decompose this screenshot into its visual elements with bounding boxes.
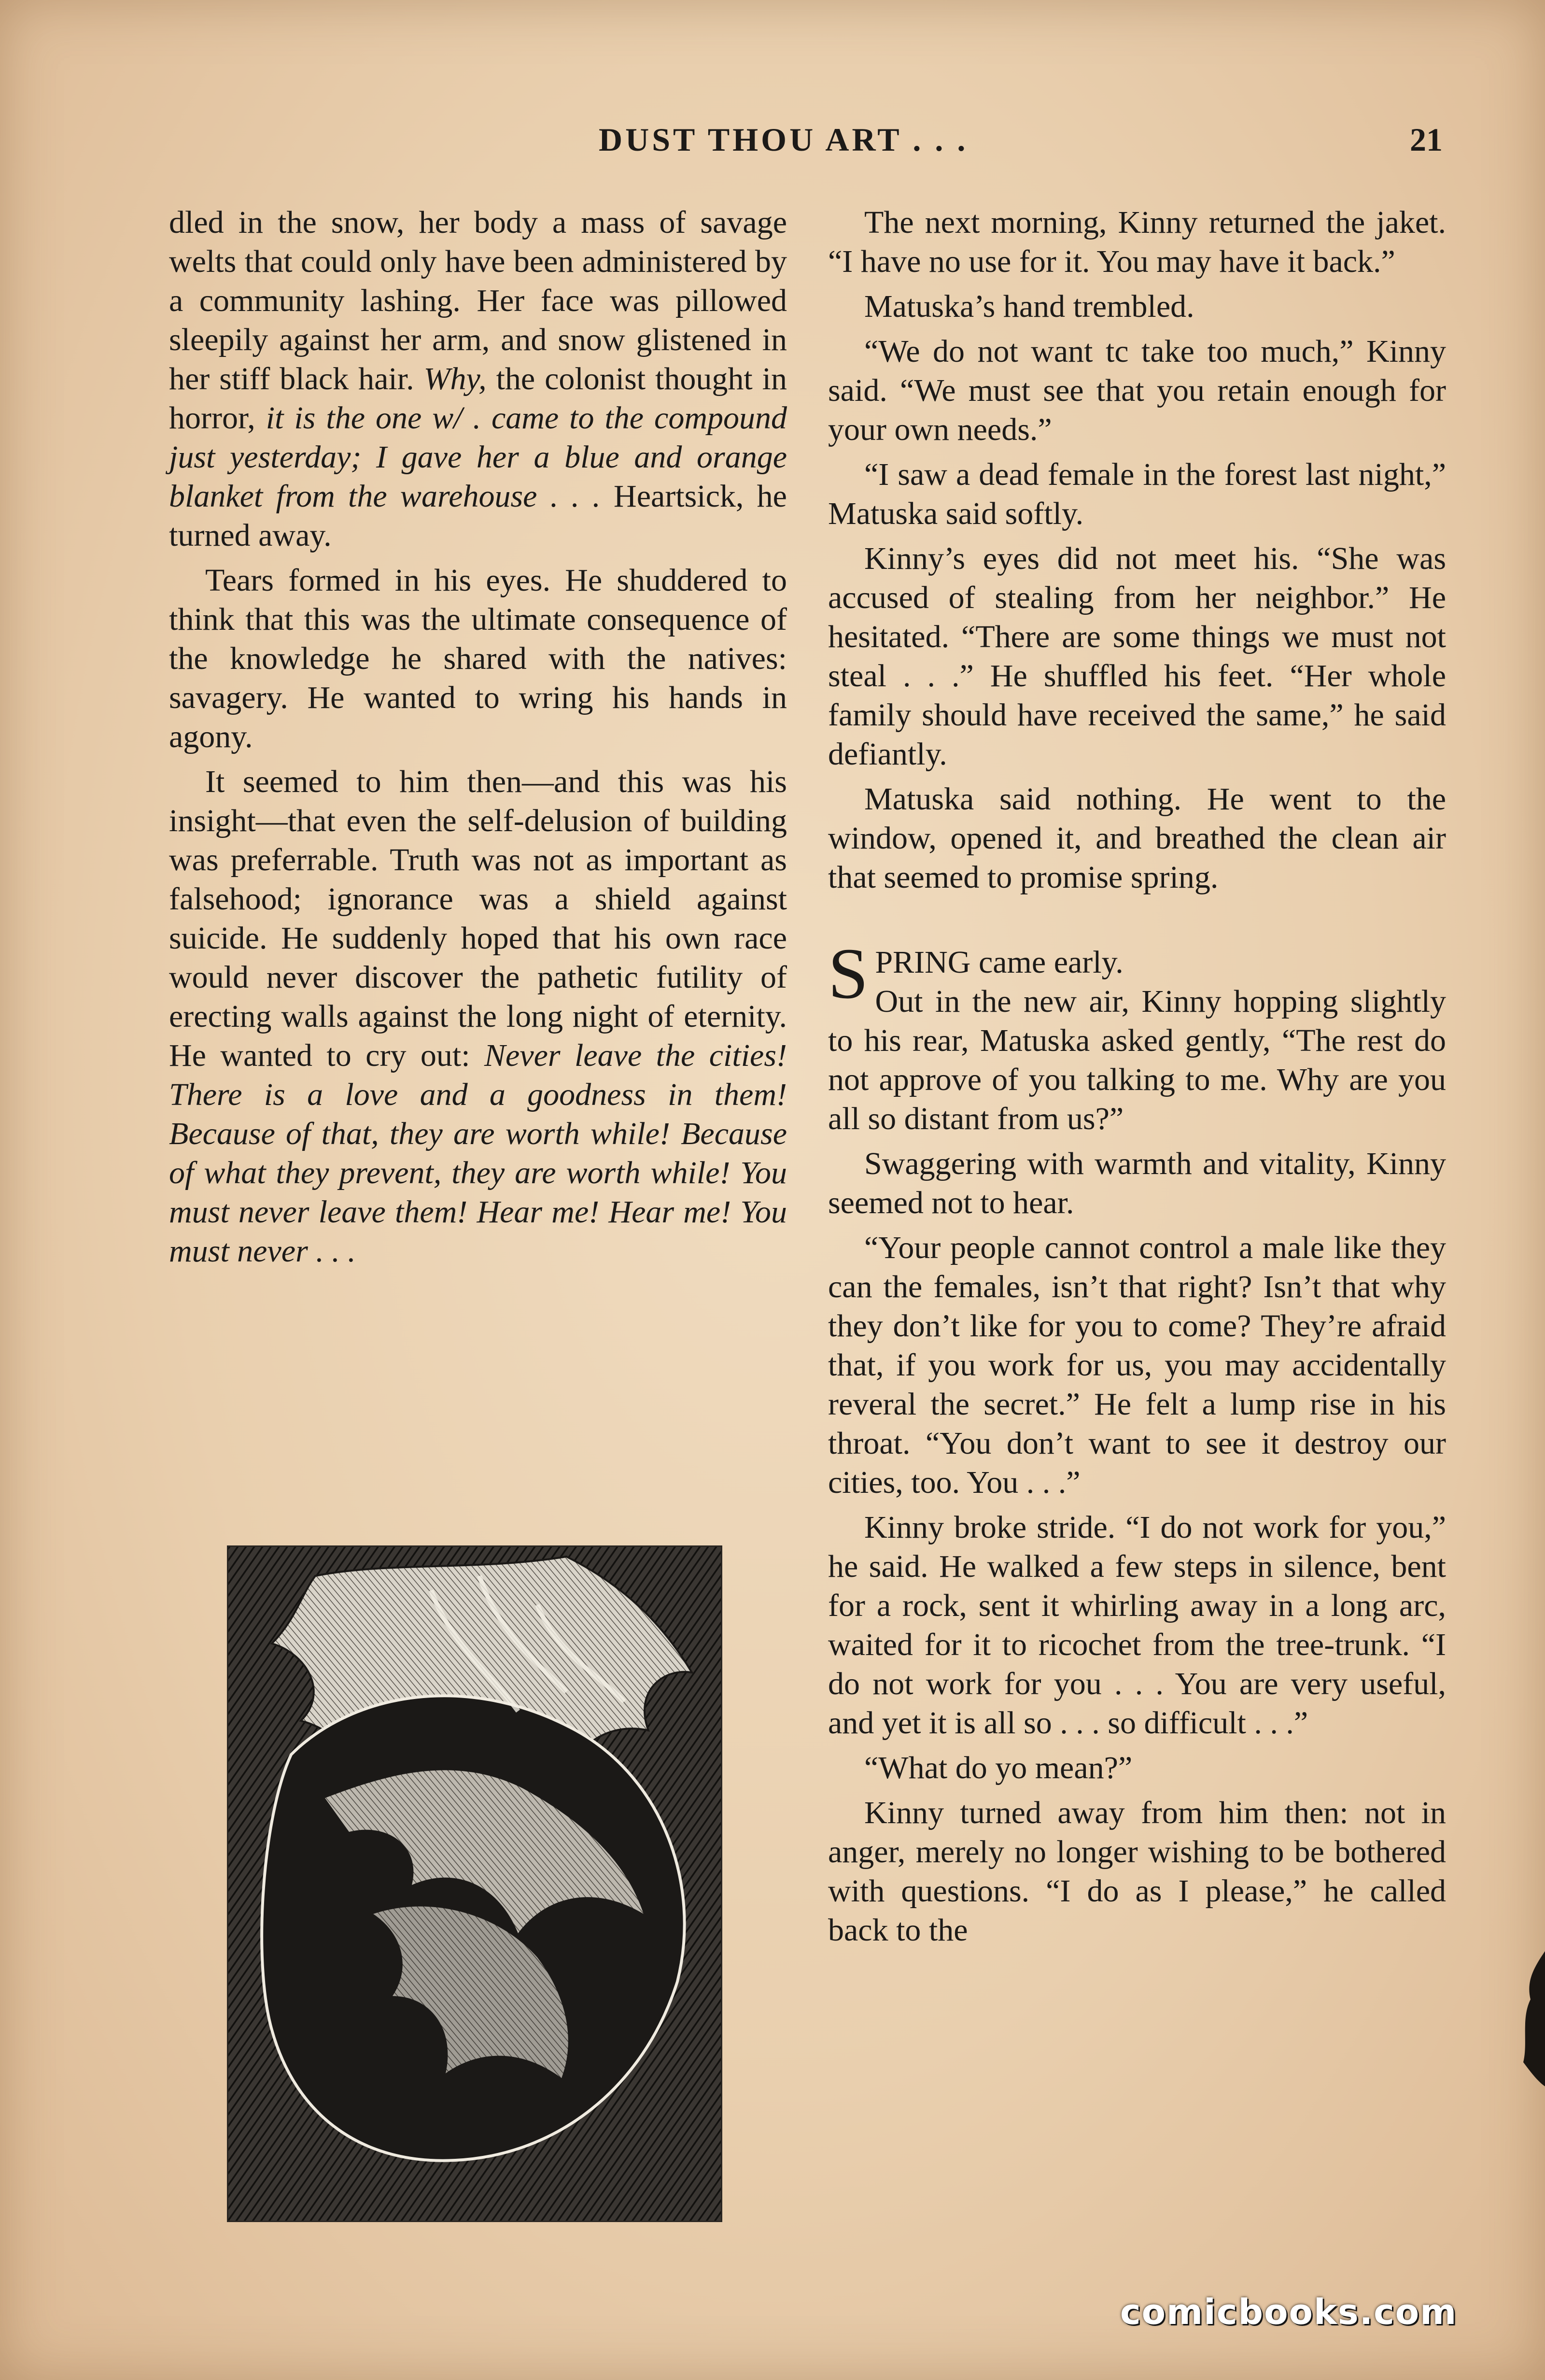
- drop-cap: S: [828, 934, 869, 1014]
- italic-text: Why,: [423, 361, 487, 397]
- page-tear: [1516, 1951, 1545, 2086]
- illustration-burning-globe: [227, 1545, 722, 2222]
- paragraph-text: the colonist thought in horror,: [169, 361, 787, 436]
- paragraph: Swaggering with warmth and vitality, Kinny seemed not to hear.: [828, 1146, 1446, 1220]
- paragraph: “What do yo mean?”: [864, 1750, 1133, 1785]
- paragraph: Kinny’s eyes did not meet his. “She was accused of stealing from her neighbor.” He hesitated. “There are some things we must not steal . . .” He shuffled his feet. “Her whole family should have received the same,” he said defiantly.: [828, 541, 1446, 772]
- section-opening: [828, 934, 1446, 1138]
- paragraph-text: dled in the snow, her body a mass of savage welts that could only have been administered by a community lashing. Her face was pillowed sleepily against her arm, and snow glistened in her stiff black hair.: [169, 205, 787, 397]
- right-column: [828, 203, 1446, 1955]
- paragraph: The next morning, Kinny returned the jaket. “I have no use for it. You may have it back.”: [828, 205, 1446, 279]
- paragraph: Kinny turned away from him then: not in anger, merely no longer wishing to be bothered with questions. “I do as I please,” he called back to the: [828, 1795, 1446, 1948]
- italic-text: it is the one w/ . came to the compound just yesterday; I gave her a blue and orange blanket from the warehouse . . .: [169, 400, 787, 514]
- watermark: comicbooks.com: [1120, 2292, 1458, 2332]
- paragraph: Matuska said nothing. He went to the window, opened it, and breathed the clean air that seemed to promise spring.: [828, 781, 1446, 895]
- paragraph: Tears formed in his eyes. He shuddered to think that this was the ultimate consequence of the knowledge he shared with the natives: savagery. He wanted to wring his hands in agony.: [169, 563, 787, 754]
- paragraph-text: Out in the new air, Kinny hopping slightly to his rear, Matuska asked gently, “The rest do not approve of you talking to me. Why are you all so distant from us?”: [828, 984, 1446, 1136]
- left-column: [169, 203, 787, 1276]
- illustration-art: [228, 1547, 721, 2221]
- paragraph: [169, 203, 787, 555]
- paragraph: [169, 762, 787, 1271]
- paragraph-text: It seemed to him then—and this was his insight—that even the self-delusion of building was preferrable. Truth was not as important as falsehood; ignorance was a shield against suicide. He suddenly hoped that his own race would never discover the pathetic futility of erecting walls against the long night of eternity. He wanted to cry out:: [169, 764, 787, 1073]
- paragraph: Kinny broke stride. “I do not work for you,” he said. He walked a few steps in silence, bent for a rock, sent it whirling away in a long arc, waited for it to ricochet from the tree-trunk. “I do not work for you . . . You are very useful, and yet it is all so . . . so difficult . . .”: [828, 1510, 1446, 1741]
- page-number: 21: [1410, 121, 1443, 158]
- paragraph: Matuska’s hand trembled.: [864, 289, 1194, 324]
- paragraph: “Your people cannot control a male like they can the females, isn’t that right? Isn’t that why they don’t like for you to come? They’re afraid that, if you work for us, you may accidentally reveral the secret.” He felt a lump rise in his throat. “You don’t want to see it destroy our cities, too. You . . .”: [828, 1230, 1446, 1500]
- section-lead-text: PRING came early.: [875, 945, 1124, 980]
- paragraph-text: Heartsick, he turned away.: [169, 479, 787, 553]
- running-title: DUST THOU ART . . .: [599, 121, 969, 158]
- paragraph: “We do not want tc take too much,” Kinny said. “We must see that you retain enough for your own needs.”: [828, 334, 1446, 447]
- italic-text: Never leave the cities! There is a love and a goodness in them! Because of that, they are worth while! Because of what they prevent, they are worth while! You must never leave them! Hear me! Hear me! You must never . . .: [169, 1038, 787, 1269]
- paragraph: “I saw a dead female in the forest last night,” Matuska said softly.: [828, 457, 1446, 531]
